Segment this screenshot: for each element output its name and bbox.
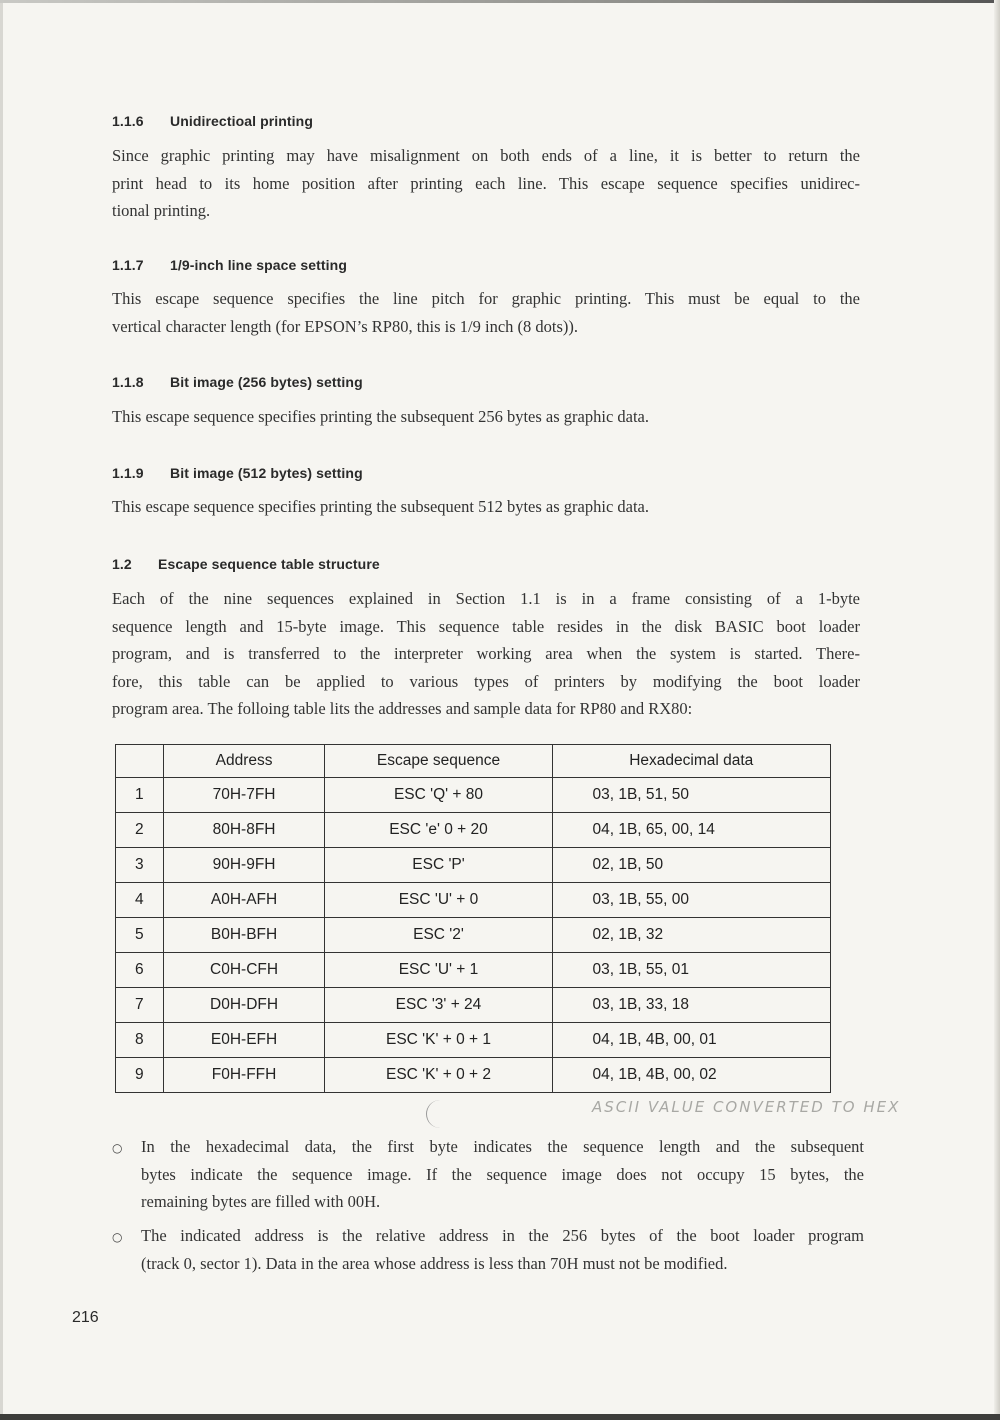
- column-header-index: [116, 745, 164, 778]
- cell-index: 5: [116, 918, 164, 953]
- cell-address: E0H-EFH: [163, 1023, 325, 1058]
- cell-hex-data: 03, 1B, 55, 00: [552, 883, 831, 918]
- table-row: [116, 883, 831, 918]
- text-line: Since graphic printing may have misalignment on both ends of a line, it is better to return the: [112, 146, 860, 165]
- cell-hex-data: 03, 1B, 33, 18: [552, 988, 831, 1023]
- section-title: Escape sequence table structure: [158, 556, 380, 572]
- section-title: Unidirectioal printing: [170, 113, 313, 129]
- cell-address: 90H-9FH: [163, 848, 325, 883]
- cell-address: F0H-FFH: [163, 1058, 325, 1093]
- escape-sequence-table: [115, 744, 831, 1093]
- cell-escape-sequence: ESC '2': [325, 918, 552, 953]
- section-number: 1.1.7: [112, 257, 144, 273]
- text-line: The indicated address is the relative address in the 256 bytes of the boot loader program: [141, 1226, 864, 1245]
- section-heading-1-1-6: [112, 113, 313, 129]
- cell-hex-data: 02, 1B, 50: [552, 848, 831, 883]
- section-title: Bit image (512 bytes) setting: [170, 465, 363, 481]
- cell-hex-data: 03, 1B, 51, 50: [552, 778, 831, 813]
- handwritten-brace: [426, 1100, 447, 1128]
- section-heading-1-1-7: [112, 257, 347, 273]
- cell-index: 6: [116, 953, 164, 988]
- section-number: 1.1.9: [112, 465, 144, 481]
- cell-index: 3: [116, 848, 164, 883]
- cell-address: 80H-8FH: [163, 813, 325, 848]
- cell-escape-sequence: ESC 'K' + 0 + 2: [325, 1058, 552, 1093]
- text-line: This escape sequence specifies printing the subsequent 256 bytes as graphic data.: [112, 407, 649, 426]
- cell-address: C0H-CFH: [163, 953, 325, 988]
- text-line: (track 0, sector 1). Data in the area whose address is less than 70H must not be modified.: [141, 1253, 728, 1273]
- cell-escape-sequence: ESC 'P': [325, 848, 552, 883]
- cell-index: 1: [116, 778, 164, 813]
- text-line: fore, this table can be applied to various types of printers by modifying the boot loader: [112, 671, 860, 691]
- table-row: [116, 918, 831, 953]
- text-line: This escape sequence specifies printing the subsequent 512 bytes as graphic data.: [112, 497, 649, 516]
- cell-index: 4: [116, 883, 164, 918]
- table-row: [116, 848, 831, 883]
- text-line: sequence length and 15-byte image. This sequence table resides in the disk BASIC boot loader: [112, 616, 860, 636]
- table-row: [116, 988, 831, 1023]
- bullet-circle-icon: ○: [112, 1230, 123, 1244]
- cell-escape-sequence: ESC 'e' 0 + 20: [325, 813, 552, 848]
- cell-hex-data: 04, 1B, 65, 00, 14: [552, 813, 831, 848]
- cell-hex-data: 03, 1B, 55, 01: [552, 953, 831, 988]
- section-number: 1.1.6: [112, 113, 144, 129]
- table-header-row: [116, 745, 831, 778]
- cell-index: 8: [116, 1023, 164, 1058]
- table-row: [116, 953, 831, 988]
- text-line: bytes indicate the sequence image. If the sequence image does not occupy 15 bytes, the: [141, 1164, 864, 1184]
- table-row: [116, 813, 831, 848]
- text-line: program, and is transferred to the interpreter working area when the system is started. There-: [112, 644, 860, 663]
- section-title: Bit image (256 bytes) setting: [170, 374, 363, 390]
- section-title: 1/9-inch line space setting: [170, 257, 347, 273]
- cell-index: 2: [116, 813, 164, 848]
- text-line: print head to its home position after printing each line. This escape sequence specifies unidirec-: [112, 173, 860, 193]
- text-line: vertical character length (for EPSON’s RP80, this is 1/9 inch (8 dots)).: [112, 316, 579, 336]
- text-line: This escape sequence specifies the line pitch for graphic printing. This must be equal to the: [112, 289, 860, 308]
- cell-index: 7: [116, 988, 164, 1023]
- page-number: 216: [72, 1309, 99, 1326]
- cell-escape-sequence: ESC 'Q' + 80: [325, 778, 552, 813]
- text-line: remaining bytes are filled with 00H.: [141, 1192, 381, 1211]
- cell-escape-sequence: ESC 'K' + 0 + 1: [325, 1023, 552, 1058]
- text-line: program area. The folloing table lits the addresses and sample data for RP80 and RX80:: [112, 699, 693, 718]
- cell-address: D0H-DFH: [163, 988, 325, 1023]
- note-item: [112, 1133, 864, 1216]
- text-line: tional printing.: [112, 201, 211, 220]
- section-body-1-1-9: [112, 493, 860, 521]
- cell-hex-data: 04, 1B, 4B, 00, 02: [552, 1058, 831, 1093]
- cell-address: B0H-BFH: [163, 918, 325, 953]
- section-number: 1.1.8: [112, 374, 144, 390]
- section-heading-1-1-8: [112, 374, 363, 390]
- section-number: 1.2: [112, 556, 132, 572]
- section-body-1-2: [112, 585, 860, 723]
- section-heading-1-1-9: [112, 465, 363, 481]
- note-text: [141, 1133, 864, 1216]
- handwritten-annotation: ASCII VALUE CONVERTED TO HEX: [592, 1098, 901, 1116]
- text-line: In the hexadecimal data, the first byte indicates the sequence length and the subsequent: [141, 1137, 864, 1156]
- section-body-1-1-7: [112, 285, 860, 340]
- cell-index: 9: [116, 1058, 164, 1093]
- column-header-escape-sequence: Escape sequence: [325, 745, 552, 778]
- cell-escape-sequence: ESC '3' + 24: [325, 988, 552, 1023]
- note-text: [141, 1222, 864, 1277]
- bullet-circle-icon: ○: [112, 1141, 123, 1155]
- cell-hex-data: 04, 1B, 4B, 00, 01: [552, 1023, 831, 1058]
- cell-hex-data: 02, 1B, 32: [552, 918, 831, 953]
- table-row: [116, 1023, 831, 1058]
- table-row: [116, 1058, 831, 1093]
- column-header-address: Address: [163, 745, 325, 778]
- cell-escape-sequence: ESC 'U' + 0: [325, 883, 552, 918]
- text-line: Each of the nine sequences explained in Section 1.1 is in a frame consisting of a 1-byte: [112, 589, 860, 608]
- section-body-1-1-6: [112, 142, 860, 225]
- cell-escape-sequence: ESC 'U' + 1: [325, 953, 552, 988]
- section-body-1-1-8: [112, 403, 860, 431]
- section-heading-1-2: [112, 556, 380, 572]
- cell-address: A0H-AFH: [163, 883, 325, 918]
- cell-address: 70H-7FH: [163, 778, 325, 813]
- note-item: [112, 1222, 864, 1277]
- table-row: [116, 778, 831, 813]
- column-header-hexadecimal-data: Hexadecimal data: [552, 745, 831, 778]
